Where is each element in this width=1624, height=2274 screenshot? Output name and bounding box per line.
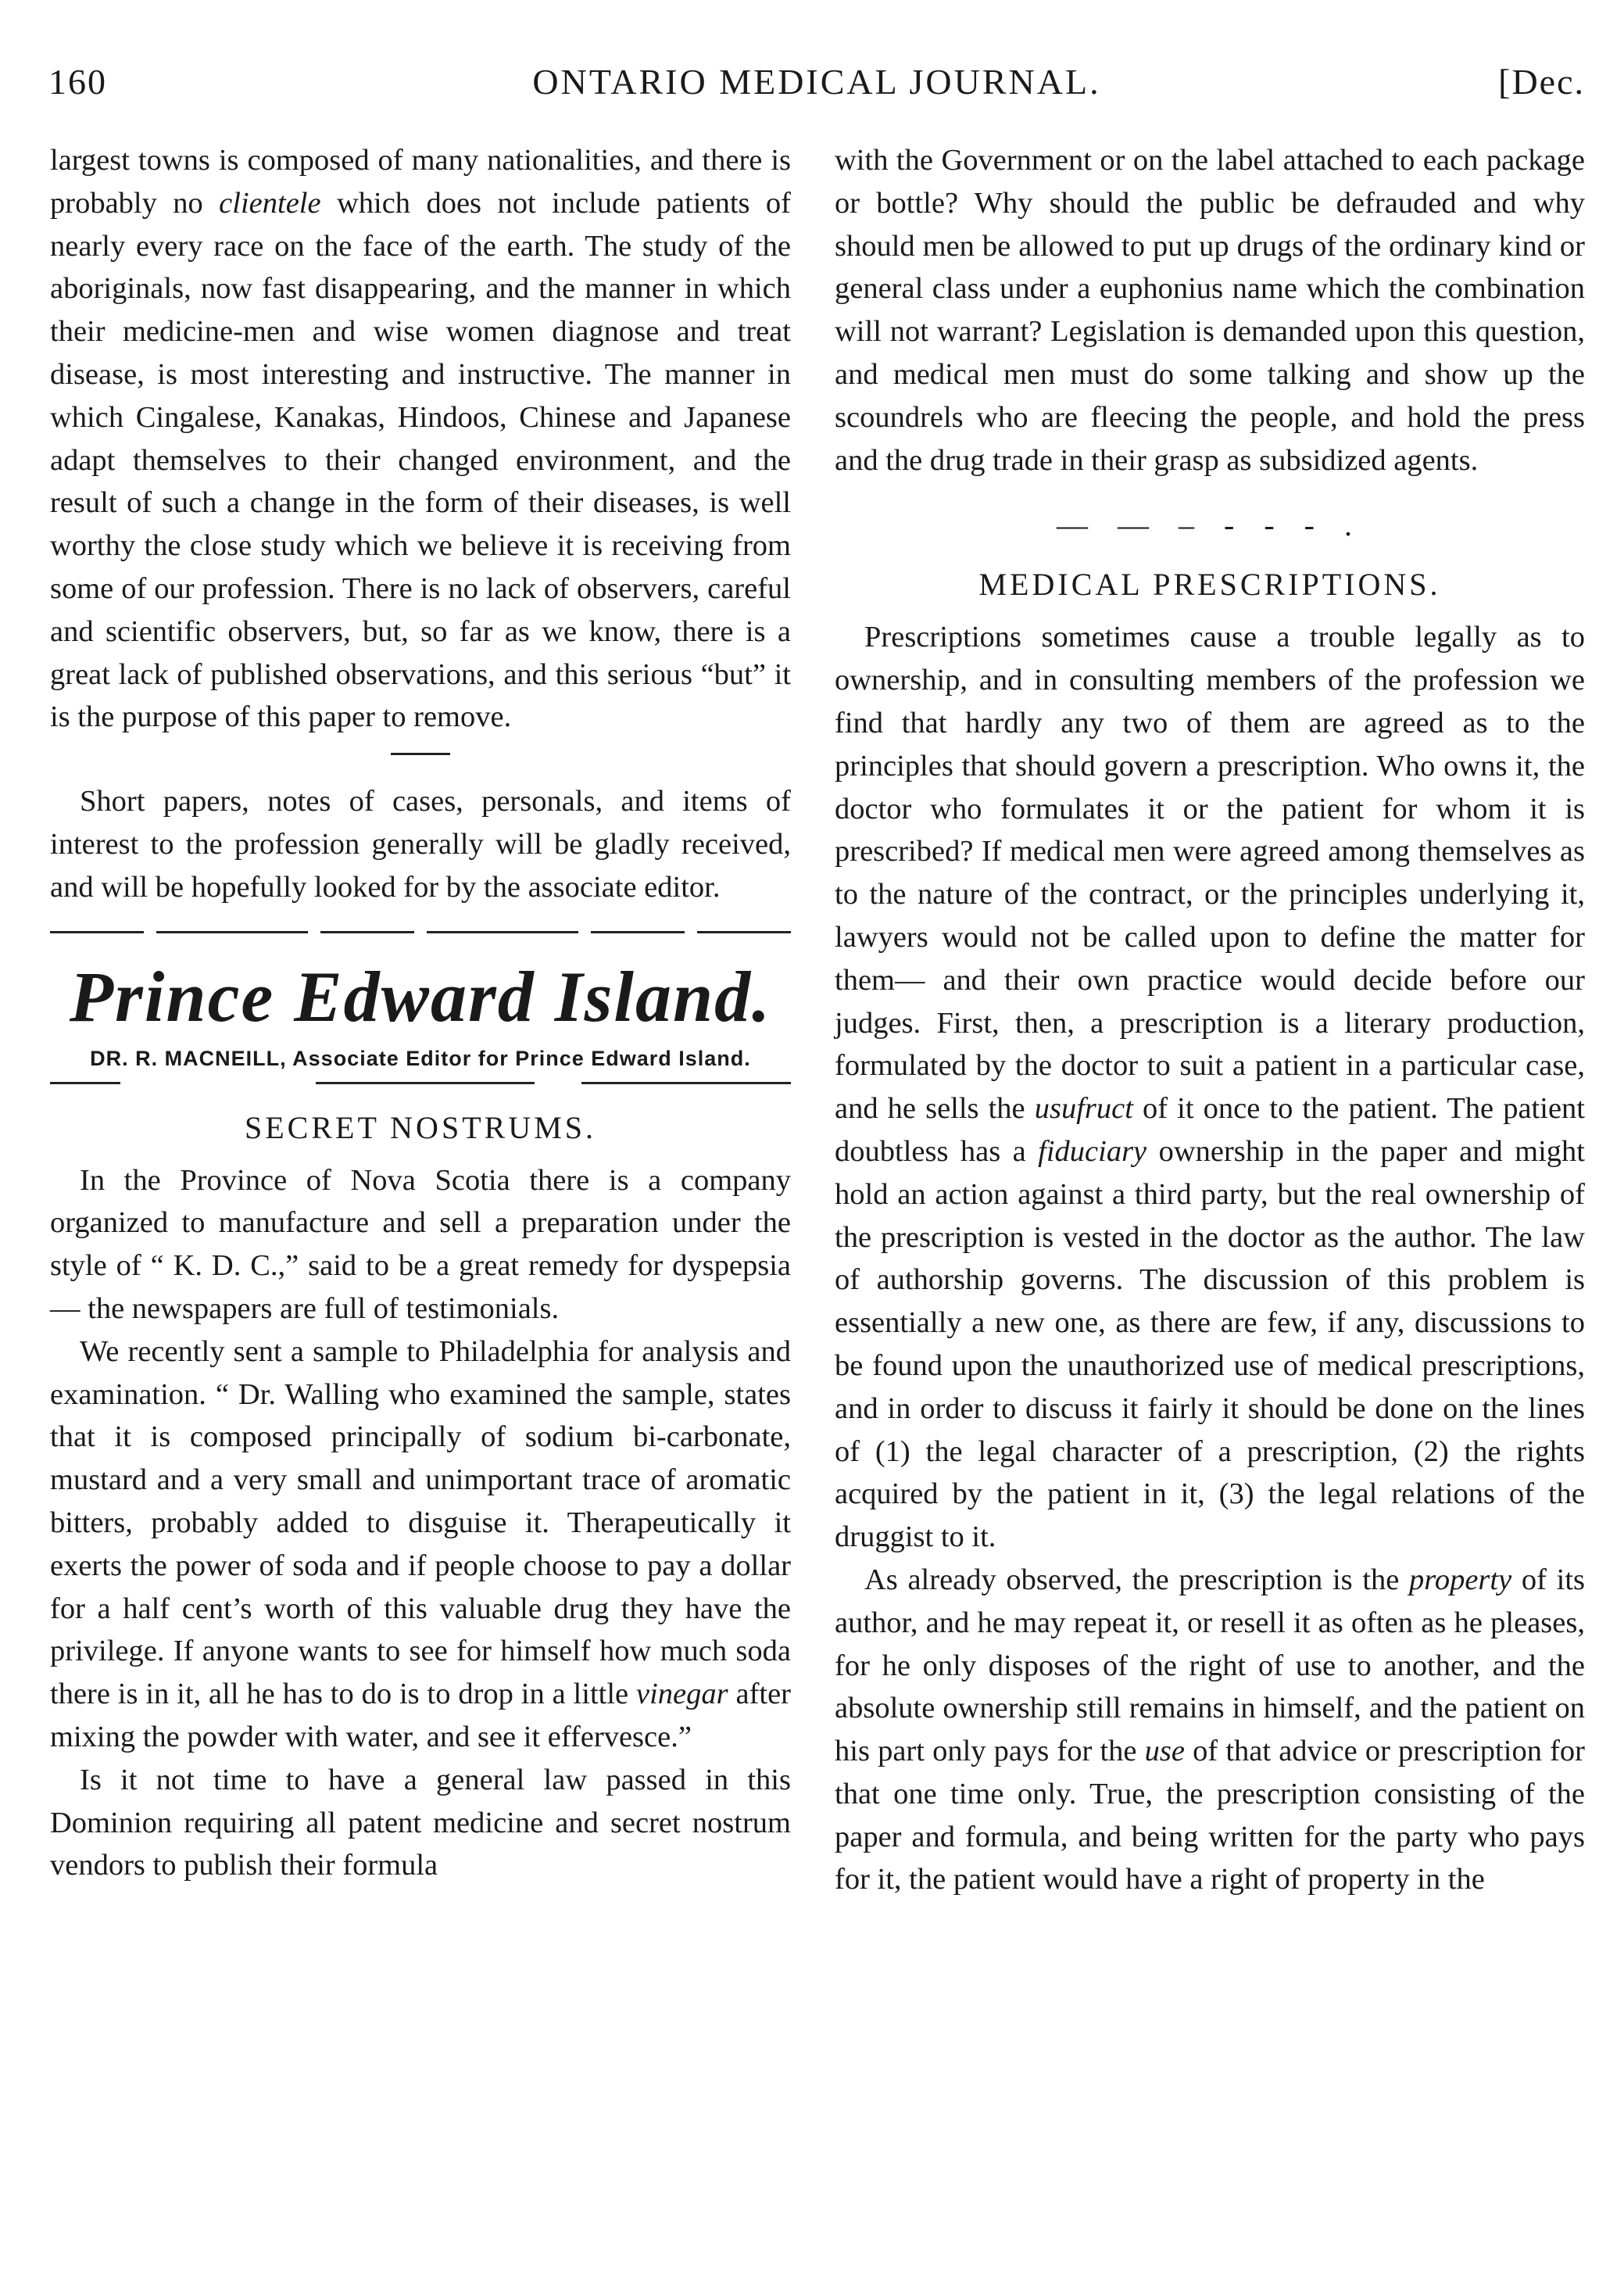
divider: [50, 1082, 791, 1084]
paragraph: We recently sent a sample to Philadelphia for analysis and examination. “ Dr. Walling who examined the sample, states that it is composed principally of sodium bi-carbonate, mustard and a very small and unimportant trace of aromatic bitters, probably added to disguise it. Therapeutically it exerts the power of soda and if people choose to pay a dollar for a half cent’s worth of this valuable drug they have the privilege. If anyone wants to see for himself how much soda there is in it, all he has to do is to drop in a little vinegar after mixing the powder with water, and see it effervesce.”: [50, 1334, 791, 1753]
paragraph: Prescriptions sometimes cause a trouble legally as to ownership, and in consulting members of the profession we find that hardly any two of them are agreed as to the principles that should govern a prescription. Who owns it, the doctor who formulates it or the patient for whom it is prescribed? If medical men were agreed among themselves as to the nature of the contract, or the principles underlying it, lawyers would not be called upon to define the matter for them— and their own practice would decide before our judges. First, then, a prescription is a literary production, formulated by the doctor to suit a patient in a particular case, and he sells the usufruct of it once to the patient. The patient doubtless has a fiduciary ownership in the paper and might hold an action against a third party, but the real ownership of the prescription is vested in the doctor as the author. The law of authorship governs. The discussion of this problem is essentially a new one, as there are few, if any, discussions to be found upon the unauthorized use of medical prescriptions, and in order to discuss it fairly it should be done on the lines of (1) the legal character of a prescription, (2) the rights acquired by the patient in it, (3) the legal relations of the druggist to it.: [835, 621, 1585, 1554]
paragraph: largest towns is composed of many nationalities, and there is probably no clientele which does not include patients of nearly every race on the face of the earth. The study of the aboriginals, now fast disappearing, and the manner in which their medicine-men and wise women diagnose and treat disease, is most interesting and instructive. The manner in which Cingalese, Kanakas, Hindoos, Chinese and Japanese adapt themselves to their changed environment, and the result of such a change in the form of their diseases, is well worthy the close study which we believe it is receiving from some of our profession. There is no lack of observers, careful and scientific observers, but, so far as we know, there is a great lack of published observations, and this serious “but” it is the purpose of this paper to remove.: [50, 144, 791, 734]
ornament-divider: — — – - - - .: [1057, 507, 1363, 543]
paragraph: Is it not time to have a general law passed in this Dominion requiring all patent medicine and secret nostrum vendors to publish their formula: [50, 1763, 791, 1882]
left-column: [50, 139, 791, 1887]
paragraph: As already observed, the prescription is the property of its author, and he may repeat it, or resell it as often as he pleases, for he only disposes of the right of use to another, and the absolute ownership still remains in himself, and the patient on his part only pays for the use of that advice or prescription for that one time only. True, the prescription consisting of the paper and formula, and being written for the party who pays for it, the patient would have a right of property in the: [835, 1563, 1585, 1896]
section-editor: DR. R. MACNEILL, Associate Editor for Prince Edward Island.: [90, 1046, 751, 1070]
article-heading: SECRET NOSTRUMS.: [244, 1109, 596, 1145]
page-header: [48, 61, 1585, 116]
right-column: [835, 139, 1585, 1901]
paragraph: Short papers, notes of cases, personals, and items of interest to the profession generally will be gladly received, and will be hopefully looked for by the associate editor.: [50, 785, 791, 904]
divider: [50, 931, 791, 933]
issue-month: [Dec.: [1498, 62, 1585, 102]
article-heading: MEDICAL PRESCRIPTIONS.: [978, 567, 1441, 603]
journal-title: ONTARIO MEDICAL JOURNAL.: [532, 62, 1101, 102]
paragraph: with the Government or on the label attached to each package or bottle? Why should the public be defrauded and why should men be allowed to put up drugs of the ordinary kind or general class under a euphonius name which the combination will not warrant? Legislation is demanded upon this question, and medical men must do some talking and show up the scoundrels who are fleecing the people, and hold the press and the drug trade in their grasp as subsidized agents.: [835, 144, 1585, 477]
section-title: Prince Edward Island.: [69, 956, 772, 1037]
paragraph: In the Province of Nova Scotia there is a company organized to manufacture and sell a preparation under the style of “ K. D. C.,” said to be a great remedy for dyspepsia— the newspapers are full of testimonials.: [50, 1163, 791, 1325]
page-number: 160: [48, 62, 107, 102]
divider: [391, 753, 450, 755]
